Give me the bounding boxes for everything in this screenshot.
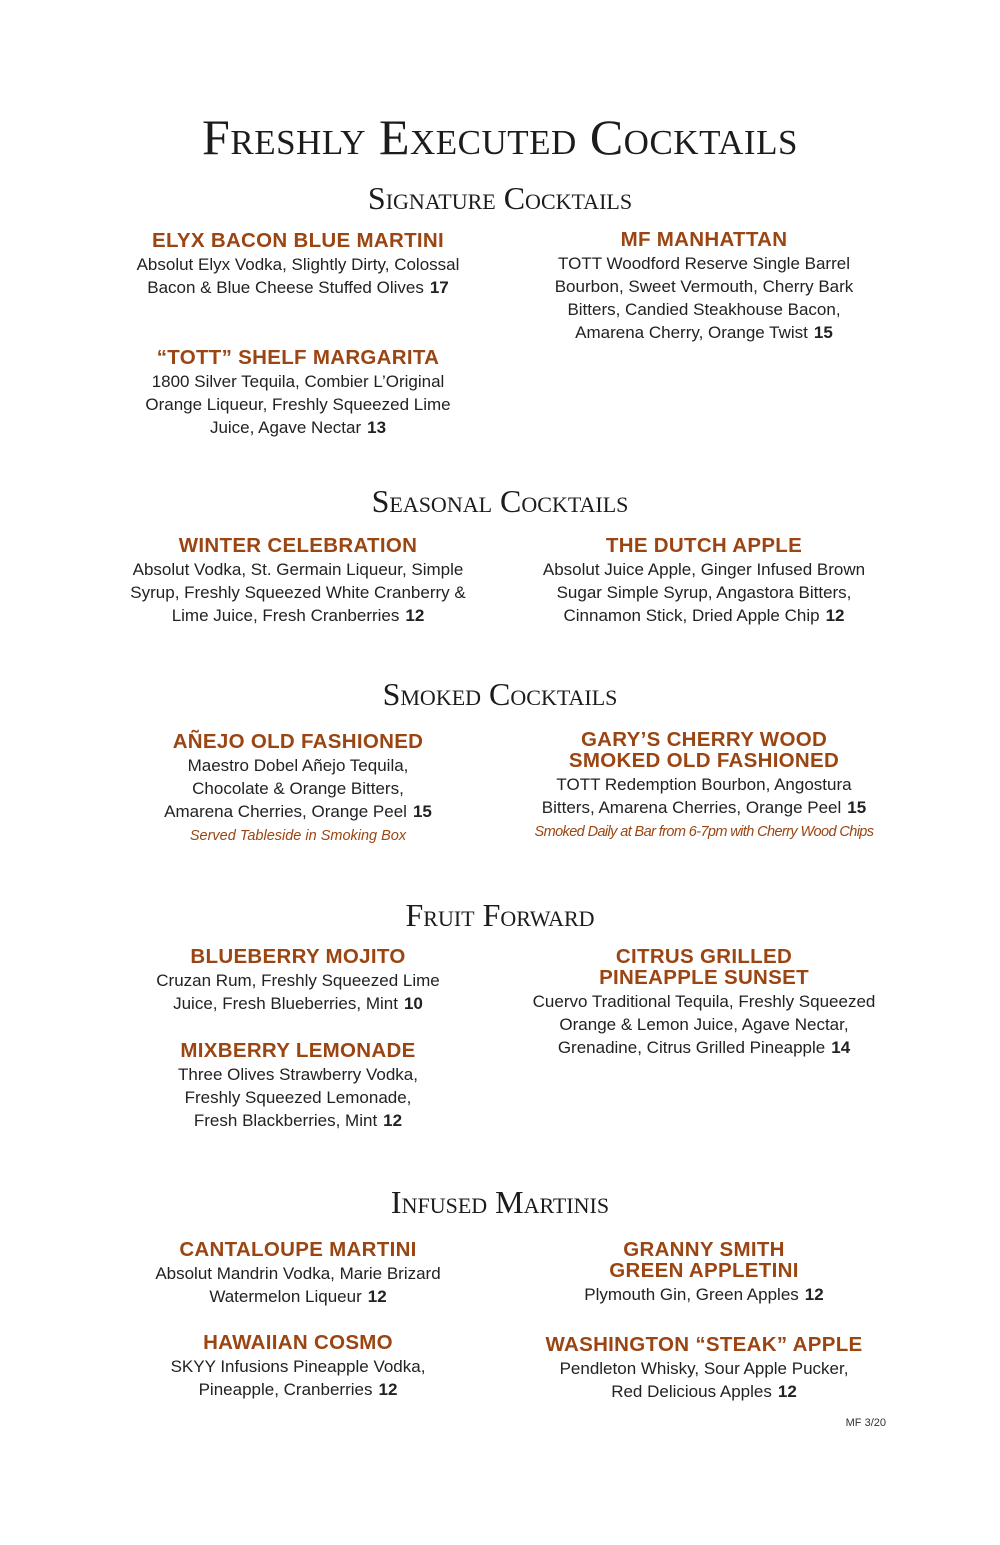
menu-item-washington-steak-apple: [512, 1334, 896, 1403]
item-description: Plymouth Gin, Green Apples 12: [584, 1285, 824, 1304]
section-title-infused-martinis: Infused Martinis: [390, 1184, 610, 1220]
item-price: 12: [405, 606, 425, 625]
item-price: 12: [383, 1111, 403, 1130]
item-description: Absolut Vodka, St. Germain Liqueur, Simple Syrup, Freshly Squeezed White Cranberry & Lime Juice, Fresh Cranberries 12: [130, 560, 466, 625]
item-price: 15: [412, 802, 432, 821]
menu-item-granny-smith-green-appletini: [512, 1239, 896, 1306]
item-description: Absolut Mandrin Vodka, Marie Brizard Watermelon Liqueur 12: [155, 1264, 441, 1306]
item-name: GARY’S CHERRY WOOD SMOKED OLD FASHIONED: [568, 728, 840, 772]
item-name: AÑEJO OLD FASHIONED: [172, 730, 424, 753]
menu-item-the-dutch-apple: [512, 535, 896, 627]
item-price: 15: [813, 323, 833, 342]
section-title-smoked: Smoked Cocktails: [382, 676, 618, 712]
section-title-signature: Signature Cocktails: [367, 180, 633, 216]
menu-item-garys-cherry-wood-smoked-old-fashioned: [512, 729, 896, 843]
item-price: 12: [804, 1285, 824, 1304]
item-name: THE DUTCH APPLE: [605, 534, 803, 557]
item-name: WINTER CELEBRATION: [178, 534, 418, 557]
item-note: Served Tableside in Smoking Box: [189, 828, 407, 844]
item-description: 1800 Silver Tequila, Combier L’Original Orange Liqueur, Freshly Squeezed Lime Juice, Agave Nectar 13: [145, 372, 451, 437]
item-description: SKYY Infusions Pineapple Vodka, Pineapple, Cranberries 12: [170, 1357, 426, 1399]
item-name: WASHINGTON “STEAK” APPLE: [545, 1333, 863, 1356]
item-description: Absolut Elyx Vodka, Slightly Dirty, Colossal Bacon & Blue Cheese Stuffed Olives 17: [136, 255, 460, 297]
item-name: BLUEBERRY MOJITO: [190, 945, 406, 968]
item-note: Smoked Daily at Bar from 6-7pm with Cherry Wood Chips: [534, 824, 874, 840]
item-name: “TOTT” SHELF MARGARITA: [156, 346, 440, 369]
menu-item-citrus-grilled-pineapple-sunset: [512, 946, 896, 1059]
item-description: Maestro Dobel Añejo Tequila, Chocolate & Orange Bitters, Amarena Cherries, Orange Peel 15: [164, 756, 432, 821]
item-price: 15: [847, 798, 867, 817]
item-name: GRANNY SMITH GREEN APPLETINI: [609, 1238, 799, 1282]
item-name: MIXBERRY LEMONADE: [180, 1039, 416, 1062]
menu-version-code: MF 3/20: [845, 1417, 886, 1429]
menu-item-mixberry-lemonade: [108, 1040, 488, 1132]
menu-item-tott-shelf-margarita: [108, 347, 488, 439]
item-name: ELYX BACON BLUE MARTINI: [151, 229, 445, 252]
item-price: 13: [367, 418, 387, 437]
item-price: 12: [825, 606, 845, 625]
item-description: Cuervo Traditional Tequila, Freshly Squeezed Orange & Lemon Juice, Agave Nectar, Grenadine, Citrus Grilled Pineapple 14: [532, 992, 876, 1057]
menu-item-winter-celebration: [108, 535, 488, 627]
menu-item-mf-manhattan: [512, 229, 896, 344]
section-title-seasonal: Seasonal Cocktails: [371, 483, 629, 519]
page-title: Freshly Executed Cocktails: [202, 109, 798, 165]
item-price: 12: [367, 1287, 387, 1306]
menu-item-elyx-bacon-blue-martini: [108, 230, 488, 299]
item-name: HAWAIIAN COSMO: [203, 1331, 393, 1354]
menu-item-anejo-old-fashioned: [108, 731, 488, 847]
item-description: TOTT Woodford Reserve Single Barrel Bourbon, Sweet Vermouth, Cherry Bark Bitters, Candied Steakhouse Bacon, Amarena Cherry, Orange Twist 15: [554, 254, 854, 342]
item-name: CITRUS GRILLED PINEAPPLE SUNSET: [599, 945, 809, 989]
item-name: MF MANHATTAN: [620, 228, 788, 251]
item-description: Cruzan Rum, Freshly Squeezed Lime Juice, Fresh Blueberries, Mint 10: [156, 971, 440, 1013]
item-description: Absolut Juice Apple, Ginger Infused Brown Sugar Simple Syrup, Angastora Bitters, Cinnamon Stick, Dried Apple Chip 12: [542, 560, 866, 625]
menu-item-hawaiian-cosmo: [108, 1332, 488, 1401]
section-title-fruit-forward: Fruit Forward: [405, 897, 595, 933]
item-price: 17: [429, 278, 449, 297]
item-description: TOTT Redemption Bourbon, Angostura Bitters, Amarena Cherries, Orange Peel 15: [541, 775, 867, 817]
item-name: CANTALOUPE MARTINI: [179, 1238, 417, 1261]
item-price: 10: [403, 994, 423, 1013]
item-price: 12: [777, 1382, 797, 1401]
item-price: 12: [378, 1380, 398, 1399]
item-price: 14: [831, 1038, 851, 1057]
menu-item-blueberry-mojito: [108, 946, 488, 1015]
item-description: Pendleton Whisky, Sour Apple Pucker, Red Delicious Apples 12: [559, 1359, 849, 1401]
menu-item-cantaloupe-martini: [108, 1239, 488, 1308]
item-description: Three Olives Strawberry Vodka, Freshly Squeezed Lemonade, Fresh Blackberries, Mint 12: [178, 1065, 418, 1130]
